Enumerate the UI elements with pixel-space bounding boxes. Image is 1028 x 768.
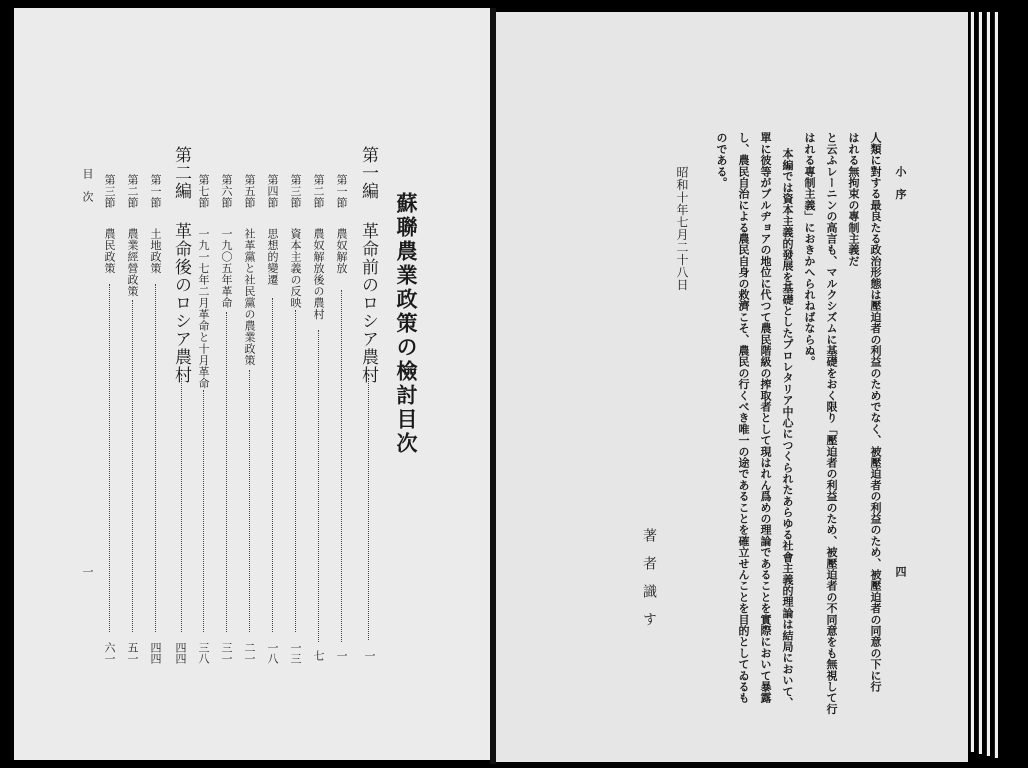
page-edge [994,12,998,758]
part2-title: 革命後のロシア農村 [171,222,191,384]
preface-date: 昭和十年七月二十八日 [675,166,689,291]
preface-line: 人類に對する最良たる政治形態は壓迫者の利益のためでなく、被壓迫者の利益のため、被壓迫者の同意の下に行 [869,132,882,692]
leader-dots [341,290,342,642]
section-title: 農奴解放後の農村 [312,228,325,320]
folio: 一 [81,566,94,578]
page-ref: 一三 [289,642,302,664]
page-edge [986,12,990,756]
section-num: 第一節 [149,174,162,209]
leader-dots [203,390,204,632]
part1-label: 第一編 [358,146,378,200]
preface-line: はれる專制主義」におきかへられねばならぬ。 [803,132,816,368]
preface-line: と云ふレーニンの高言も、マルクシズムに基礎をおく限り「壓迫者の利益のため、被壓迫者の不同意をも無視して行 [825,132,838,715]
page-ref: 一 [335,650,348,661]
page-ref: 三一 [220,642,233,664]
section-title: 農奴解放 [335,228,348,274]
leader-dots [226,312,227,632]
preface-heading: 小 序 [894,166,907,200]
leader-dots [132,300,133,632]
page-ref: 一 [363,650,376,661]
section-title: 農業經營政策 [126,228,139,297]
leader-dots [272,298,273,632]
leader-dots [318,330,319,642]
section-num: 第三節 [103,174,116,209]
toc-title: 蘇聯農業政策の檢討目次 [394,192,419,456]
leader-dots [368,378,369,640]
leader-dots [155,284,156,632]
preface-line: し、農民自治による農民自身の救濟こそ、農民の行くべき唯一の途であることを確立せんことを目的としてゐるも [737,132,750,704]
page-ref: 四四 [174,642,187,664]
page-edge [978,12,982,754]
preface-line: のである。 [715,132,728,188]
section-num: 第一節 [335,174,348,209]
preface-line: はれる無拘束の專制主義だ [847,132,860,267]
part1-title: 革命前のロシア農村 [358,222,378,384]
folio: 四 [894,566,907,578]
section-title: 農民政策 [103,228,116,274]
preface-line: 本編では資本主義的發展を基礎としたプロレタリア中心につくられたあらゆる社會主義的理論は結局において、 [781,148,794,708]
section-num: 第二節 [312,174,325,209]
section-title: 資本主義の反映 [289,228,302,309]
section-title: 一九一七年二月革命と十月革命 [197,228,210,389]
author-signature: 著者識す [641,528,657,640]
section-num: 第七節 [197,174,210,209]
section-title: 土地政策 [149,228,162,274]
section-title: 一九〇五年革命 [220,228,233,309]
section-num: 第二節 [126,174,139,209]
part2-label: 第二編 [171,146,191,200]
page-ref: 五一 [126,642,139,664]
leader-dots [109,284,110,632]
running-footer-label: 目 次 [81,168,94,203]
page-ref: 七 [312,650,325,661]
page-ref: 二一 [243,642,256,664]
leader-dots [249,370,250,632]
page-ref: 三八 [197,642,210,664]
page-ref: 一八 [266,642,279,664]
leader-dots [181,378,182,632]
preface-line: 單に彼等がブルヂョアの地位に代つて農民階級の搾取者として現はれん爲めの理論であることを實際において暴露 [759,132,772,704]
section-num: 第三節 [289,174,302,209]
section-title: 社革黨と社民黨の農業政策 [243,228,256,366]
section-title: 思想的變遷 [266,228,279,286]
page-ref: 六一 [103,642,116,664]
leader-dots [295,310,296,632]
section-num: 第六節 [220,174,233,209]
section-num: 第五節 [243,174,256,209]
section-num: 第四節 [266,174,279,209]
page-edge [970,12,974,752]
right-page [496,12,968,762]
page-ref: 四四 [149,642,162,664]
